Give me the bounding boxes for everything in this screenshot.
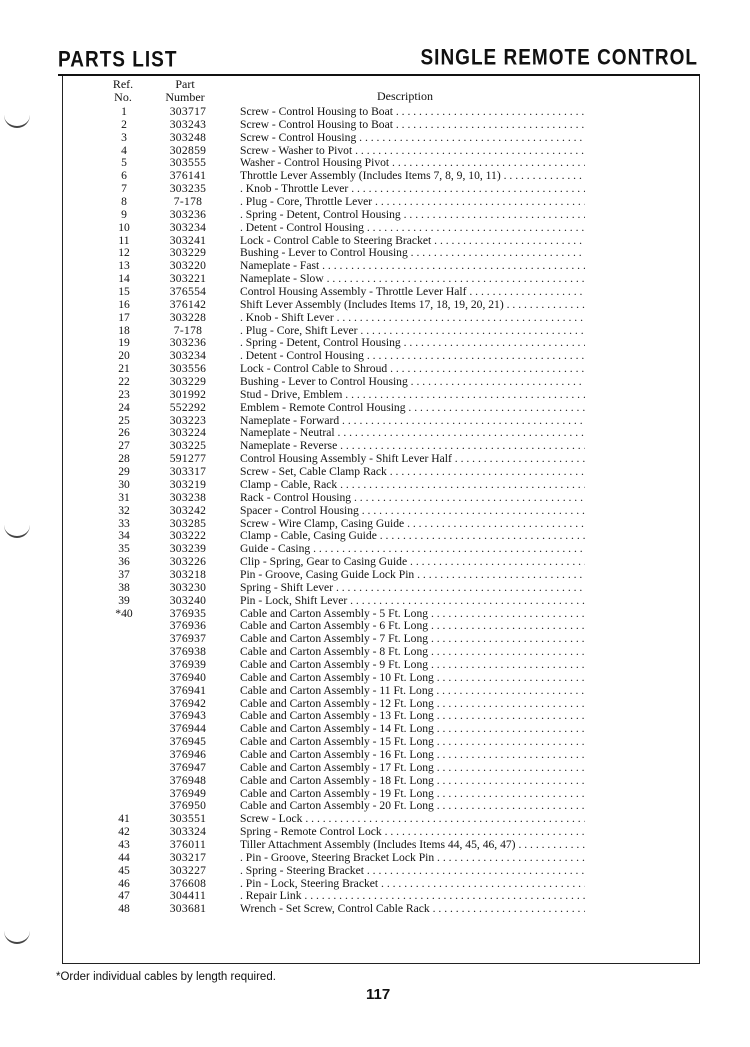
ref-number: 33: [118, 516, 130, 530]
table-row: [0, 286, 750, 299]
table-row: [0, 646, 750, 659]
part-description: Screw - Control Housing . . .: [240, 132, 585, 145]
ref-header-line1: Ref.: [112, 77, 134, 91]
table-row: [0, 672, 750, 685]
part-number: 303285: [169, 516, 207, 530]
part-number: 303236: [169, 207, 207, 221]
part-number: 303224: [169, 426, 207, 440]
part-description: Control Housing Assembly - Throttle Lever Half . . .: [240, 286, 585, 299]
part-number: 303217: [169, 850, 207, 864]
part-description: . Pin - Lock, Steering Bracket . . .: [240, 878, 585, 891]
ref-number: 42: [118, 825, 130, 839]
part-description: Shift Lever Assembly (Includes Items 17, 18, 19, 20, 21) . . .: [240, 299, 585, 312]
part-description: . Detent - Control Housing . . .: [240, 350, 585, 363]
part-description: Screw - Lock . . .: [240, 813, 585, 826]
table-row: [0, 556, 750, 569]
part-description: Cable and Carton Assembly - 11 Ft. Long . . .: [240, 685, 585, 698]
binding-hole-mark: [4, 928, 30, 944]
ref-no-header: [94, 78, 152, 104]
table-row: [0, 788, 750, 801]
part-description: Spring - Remote Control Lock . . .: [240, 826, 585, 839]
page-number: 117: [366, 986, 391, 1003]
part-description: Cable and Carton Assembly - 5 Ft. Long . . .: [240, 608, 585, 621]
table-row: [0, 145, 750, 158]
part-description: Cable and Carton Assembly - 10 Ft. Long . . .: [240, 672, 585, 685]
table-row: [0, 132, 750, 145]
table-row: [0, 119, 750, 132]
part-number: 7-178: [173, 195, 203, 209]
part-description: . Repair Link . . .: [240, 890, 585, 903]
table-row: [0, 749, 750, 762]
ref-number: 41: [118, 812, 130, 826]
part-description: Screw - Wire Clamp, Casing Guide . . .: [240, 518, 585, 531]
table-row: [0, 183, 750, 196]
ref-number: 27: [118, 439, 130, 453]
ref-number: 12: [118, 246, 130, 260]
table-row: [0, 878, 750, 891]
ref-number: 24: [118, 400, 130, 414]
table-row: [0, 762, 750, 775]
ref-number: 39: [118, 593, 130, 607]
part-description: Rack - Control Housing . . .: [240, 492, 585, 505]
table-row: [0, 247, 750, 260]
ref-number: 6: [121, 169, 127, 183]
part-number: 303248: [169, 130, 207, 144]
ref-number: 46: [118, 876, 130, 890]
part-number: 303324: [169, 825, 207, 839]
part-number: 303219: [169, 477, 207, 491]
part-number: 303222: [169, 529, 207, 543]
table-row: [0, 710, 750, 723]
table-row: [0, 170, 750, 183]
part-description: Cable and Carton Assembly - 13 Ft. Long . . .: [240, 710, 585, 723]
part-description: Clamp - Cable, Casing Guide . . .: [240, 530, 585, 543]
part-description: Spring - Shift Lever . . .: [240, 582, 585, 595]
ref-number: 8: [121, 195, 127, 209]
part-number: 376942: [169, 696, 207, 710]
part-number: 304411: [169, 889, 207, 903]
part-number: 303236: [169, 336, 207, 350]
ref-number: 36: [118, 555, 130, 569]
part-description: Cable and Carton Assembly - 15 Ft. Long . . .: [240, 736, 585, 749]
ref-number: 31: [118, 490, 130, 504]
table-row: [0, 582, 750, 595]
part-description: . Knob - Shift Lever . . .: [240, 312, 585, 325]
table-row: [0, 106, 750, 119]
ref-number: 48: [118, 902, 130, 916]
part-description: Bushing - Lever to Control Housing . . .: [240, 247, 585, 260]
table-row: [0, 685, 750, 698]
ref-number: 16: [118, 297, 130, 311]
part-description: Cable and Carton Assembly - 17 Ft. Long . . .: [240, 762, 585, 775]
part-description: Cable and Carton Assembly - 9 Ft. Long . . .: [240, 659, 585, 672]
ref-number: 26: [118, 426, 130, 440]
part-description: Cable and Carton Assembly - 7 Ft. Long . . .: [240, 633, 585, 646]
ref-number: 22: [118, 375, 130, 389]
part-description: Throttle Lever Assembly (Includes Items 7, 8, 9, 10, 11) . . .: [240, 170, 585, 183]
part-description: . Detent - Control Housing . . .: [240, 222, 585, 235]
part-description: Lock - Control Cable to Shroud . . .: [240, 363, 585, 376]
part-number: 376011: [169, 837, 207, 851]
table-row: [0, 723, 750, 736]
table-row: [0, 865, 750, 878]
part-number: 376943: [169, 709, 207, 723]
part-number: 303221: [169, 272, 207, 286]
part-number: 303555: [169, 156, 207, 170]
part-number: 303556: [169, 362, 207, 376]
part-description: Screw - Control Housing to Boat . . .: [240, 106, 585, 119]
part-number: 303238: [169, 490, 207, 504]
part-description: Cable and Carton Assembly - 16 Ft. Long . . .: [240, 749, 585, 762]
table-row: [0, 890, 750, 903]
part-number: 376949: [169, 786, 207, 800]
ref-number: 34: [118, 529, 130, 543]
part-number: 303717: [169, 105, 207, 118]
table-row: [0, 376, 750, 389]
ref-number: 47: [118, 889, 130, 903]
part-number: 302859: [169, 143, 207, 157]
table-row: [0, 518, 750, 531]
ref-number: 9: [121, 207, 127, 221]
table-row: [0, 608, 750, 621]
ref-number: 35: [118, 542, 130, 556]
part-number: 303317: [169, 465, 207, 479]
ref-number: 43: [118, 837, 130, 851]
part-description: Nameplate - Reverse . . .: [240, 440, 585, 453]
parts-table-body: [0, 106, 750, 916]
part-description: Tiller Attachment Assembly (Includes Items 44, 45, 46, 47) . . .: [240, 839, 585, 852]
part-description: Bushing - Lever to Control Housing . . .: [240, 376, 585, 389]
part-number: 376944: [169, 722, 207, 736]
table-row: [0, 903, 750, 916]
part-description: . Spring - Steering Bracket . . .: [240, 865, 585, 878]
table-row: [0, 466, 750, 479]
table-row: [0, 325, 750, 338]
table-row: [0, 530, 750, 543]
ref-number: 28: [118, 452, 130, 466]
part-description: . Plug - Core, Throttle Lever . . .: [240, 196, 585, 209]
ref-number: 44: [118, 850, 130, 864]
part-number: 303220: [169, 259, 207, 273]
part-description: . Spring - Detent, Control Housing . . .: [240, 337, 585, 350]
part-description: Cable and Carton Assembly - 14 Ft. Long . . .: [240, 723, 585, 736]
ref-number: 23: [118, 387, 130, 401]
part-number: 376608: [169, 876, 207, 890]
table-row: [0, 839, 750, 852]
part-number: 303234: [169, 220, 207, 234]
part-number: 303681: [169, 902, 207, 916]
table-row: [0, 299, 750, 312]
part-description: . Knob - Throttle Lever . . .: [240, 183, 585, 196]
part-description: Guide - Casing . . .: [240, 543, 585, 556]
ref-number: 17: [118, 310, 130, 324]
table-row: [0, 543, 750, 556]
ref-number: 13: [118, 259, 130, 273]
part-description: Pin - Groove, Casing Guide Lock Pin . . .: [240, 569, 585, 582]
table-row: [0, 312, 750, 325]
part-number: 303226: [169, 555, 207, 569]
ref-number: 3: [121, 130, 127, 144]
part-description: Pin - Lock, Shift Lever . . .: [240, 595, 585, 608]
ref-number: 37: [118, 567, 130, 581]
part-number: 376950: [169, 799, 207, 813]
table-row: [0, 826, 750, 839]
description-header: Description: [377, 89, 433, 103]
table-row: [0, 813, 750, 826]
part-number: 376939: [169, 657, 207, 671]
part-description: Nameplate - Forward . . .: [240, 415, 585, 428]
part-number: 303229: [169, 246, 207, 260]
part-header-line2: Number: [165, 90, 205, 104]
part-description: Stud - Drive, Emblem . . .: [240, 389, 585, 402]
table-row: [0, 492, 750, 505]
part-description: Clip - Spring, Gear to Casing Guide . . .: [240, 556, 585, 569]
table-row: [0, 852, 750, 865]
table-row: [0, 736, 750, 749]
table-row: [0, 402, 750, 415]
part-description: Spacer - Control Housing . . .: [240, 505, 585, 518]
ref-number: 4: [121, 143, 127, 157]
part-number: 303235: [169, 182, 207, 196]
table-row: [0, 569, 750, 582]
table-row: [0, 440, 750, 453]
footnote: *Order individual cables by length required.: [56, 971, 276, 983]
ref-number: *40: [115, 606, 133, 620]
table-row: [0, 273, 750, 286]
part-number: 303229: [169, 375, 207, 389]
part-description: Cable and Carton Assembly - 19 Ft. Long . . .: [240, 788, 585, 801]
table-row: [0, 363, 750, 376]
part-number: 376938: [169, 645, 207, 659]
part-description: Wrench - Set Screw, Control Cable Rack . . .: [240, 903, 585, 916]
part-number: 303239: [169, 542, 207, 556]
part-number: 303243: [169, 117, 207, 131]
part-description: Control Housing Assembly - Shift Lever Half . . .: [240, 453, 585, 466]
part-number: 303242: [169, 503, 207, 517]
part-description: Clamp - Cable, Rack . . .: [240, 479, 585, 492]
table-row: [0, 659, 750, 672]
part-description: Lock - Control Cable to Steering Bracket . . .: [240, 235, 585, 248]
ref-number: 7: [121, 182, 127, 196]
table-row: [0, 800, 750, 813]
ref-number: 29: [118, 465, 130, 479]
table-row: [0, 350, 750, 363]
table-row: [0, 427, 750, 440]
part-description: Emblem - Remote Control Housing . . .: [240, 402, 585, 415]
part-number: 376936: [169, 619, 207, 633]
part-number: 376141: [169, 169, 207, 183]
part-description: Nameplate - Slow . . .: [240, 273, 585, 286]
part-number: 376935: [169, 606, 207, 620]
ref-number: 2: [121, 117, 127, 131]
part-number: 376142: [169, 297, 207, 311]
part-number: 303228: [169, 310, 207, 324]
part-number: 376937: [169, 632, 207, 646]
part-description: Cable and Carton Assembly - 18 Ft. Long . . .: [240, 775, 585, 788]
part-number: 303240: [169, 593, 207, 607]
ref-number: 19: [118, 336, 130, 350]
ref-number: 20: [118, 349, 130, 363]
part-description: Cable and Carton Assembly - 6 Ft. Long . . .: [240, 620, 585, 633]
part-description: Washer - Control Housing Pivot . . .: [240, 157, 585, 170]
table-row: [0, 479, 750, 492]
ref-header-line2: No.: [114, 90, 132, 104]
part-description: Nameplate - Neutral . . .: [240, 427, 585, 440]
ref-number: 1: [121, 105, 127, 118]
table-row: [0, 453, 750, 466]
part-number: 552292: [169, 400, 207, 414]
part-number: 303227: [169, 863, 207, 877]
ref-number: 14: [118, 272, 130, 286]
part-number: 303234: [169, 349, 207, 363]
part-number: 303218: [169, 567, 207, 581]
part-description: . Pin - Groove, Steering Bracket Lock Pin . . .: [240, 852, 585, 865]
part-description: Cable and Carton Assembly - 8 Ft. Long . . .: [240, 646, 585, 659]
part-number: 303230: [169, 580, 207, 594]
table-row: [0, 337, 750, 350]
section-title: SINGLE REMOTE CONTROL: [420, 46, 698, 71]
part-number: 7-178: [173, 323, 203, 337]
parts-list-title: PARTS LIST: [58, 48, 178, 73]
part-description: Screw - Control Housing to Boat . . .: [240, 119, 585, 132]
table-row: [0, 389, 750, 402]
ref-number: 11: [118, 233, 130, 247]
table-row: [0, 209, 750, 222]
part-number: 591277: [169, 452, 207, 466]
table-row: [0, 222, 750, 235]
part-description: Screw - Set, Cable Clamp Rack . . .: [240, 466, 585, 479]
table-row: [0, 633, 750, 646]
table-row: [0, 775, 750, 788]
part-description: . Spring - Detent, Control Housing . . .: [240, 209, 585, 222]
part-number: 376947: [169, 760, 207, 774]
part-description: Cable and Carton Assembly - 12 Ft. Long . . .: [240, 698, 585, 711]
table-row: [0, 595, 750, 608]
ref-number: 32: [118, 503, 130, 517]
part-header-line1: Part: [175, 77, 195, 91]
ref-number: 21: [118, 362, 130, 376]
ref-number: 10: [118, 220, 130, 234]
ref-number: 25: [118, 413, 130, 427]
part-number: 303551: [169, 812, 207, 826]
part-number: 303241: [169, 233, 207, 247]
part-number: 303225: [169, 439, 207, 453]
table-row: [0, 620, 750, 633]
part-number: 376945: [169, 735, 207, 749]
part-number: 376940: [169, 670, 207, 684]
part-description: . Plug - Core, Shift Lever . . .: [240, 325, 585, 338]
part-number-header: [150, 78, 220, 104]
part-number: 376941: [169, 683, 207, 697]
table-row: [0, 698, 750, 711]
table-row: [0, 505, 750, 518]
table-row: [0, 196, 750, 209]
part-number: 376554: [169, 285, 207, 299]
part-description: Screw - Washer to Pivot . . .: [240, 145, 585, 158]
part-description: Nameplate - Fast . . .: [240, 260, 585, 273]
part-number: 376946: [169, 747, 207, 761]
part-number: 376948: [169, 773, 207, 787]
part-number: 303223: [169, 413, 207, 427]
part-description: Cable and Carton Assembly - 20 Ft. Long . . .: [240, 800, 585, 813]
part-number: 301992: [169, 387, 207, 401]
table-row: [0, 235, 750, 248]
ref-number: 18: [118, 323, 130, 337]
ref-number: 30: [118, 477, 130, 491]
ref-number: 15: [118, 285, 130, 299]
ref-number: 45: [118, 863, 130, 877]
ref-number: 5: [121, 156, 127, 170]
ref-number: 38: [118, 580, 130, 594]
table-row: [0, 415, 750, 428]
table-row: [0, 157, 750, 170]
table-row: [0, 260, 750, 273]
